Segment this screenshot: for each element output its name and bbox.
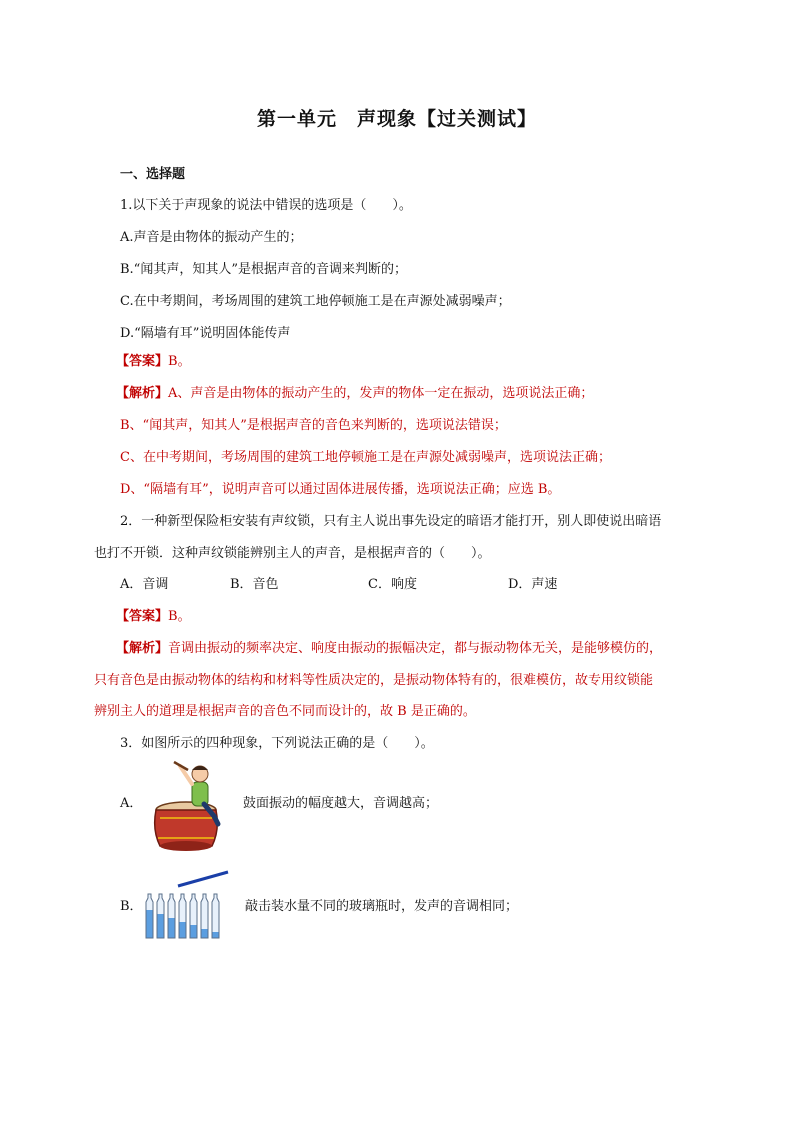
q2-stem-line1: 2．一种新型保险柜安装有声纹锁，只有主人说出事先设定的暗语才能打开，别人即使说出暗语 <box>120 514 662 529</box>
q1-analysis-line <box>116 385 593 403</box>
section-heading: 一、选择题 <box>120 167 186 182</box>
q3-option-a-text: 鼓面振动的幅度越大，音调越高； <box>243 796 439 811</box>
analysis-label: 【解析】 <box>116 641 169 656</box>
q2-option-c: C．响度 <box>368 577 417 592</box>
q1-option-d: D.“隔墙有耳”说明固体能传声 <box>120 326 291 341</box>
q2-analysis-line: 只有音色是由振动物体的结构和材料等性质决定的，是振动物体特有的，很难模仿，故专用纹锁能 <box>94 673 654 688</box>
q1-option-a: A.声音是由物体的振动产生的； <box>120 230 303 245</box>
answer-value: B。 <box>168 609 191 624</box>
q2-option-d: D．声速 <box>508 577 558 592</box>
q2-option-b: B．音色 <box>230 577 279 592</box>
q1-stem: 1.以下关于声现象的说法中错误的选项是（ ）。 <box>120 198 412 213</box>
q1-option-b: B.“闻其声，知其人”是根据声音的音调来判断的； <box>120 262 407 277</box>
q2-answer <box>116 608 191 626</box>
q3-stem: 3．如图所示的四种现象，下列说法正确的是（ ）。 <box>120 736 434 751</box>
q1-analysis-line: D、“隔墙有耳”，说明声音可以通过固体进展传播，选项说法正确；应选 B。 <box>120 482 561 497</box>
analysis-label: 【解析】 <box>116 386 169 401</box>
q3-option-a-label: A． <box>120 796 143 811</box>
q3-option-b-label: B． <box>120 899 143 914</box>
q3-option-b-text: 敲击装水量不同的玻璃瓶时，发声的音调相同； <box>245 899 519 914</box>
q2-option-a: A．音调 <box>120 577 169 592</box>
page-title: 第一单元 声现象【过关测试】 <box>256 108 537 130</box>
q1-analysis-line: B、“闻其声，知其人”是根据声音的音色来判断的，选项说法错误； <box>120 418 507 433</box>
drum-player-image <box>152 758 224 854</box>
q2-analysis-line: 辨别主人的道理是根据声音的音色不同而设计的，故 B 是正确的。 <box>94 704 476 719</box>
answer-label: 【答案】 <box>116 354 169 369</box>
analysis-text: A、声音是由物体的振动产生的，发声的物体一定在振动，选项说法正确； <box>168 386 594 401</box>
answer-value: B。 <box>168 354 191 369</box>
q1-analysis-line: C、在中考期间，考场周围的建筑工地停顿施工是在声源处减弱噪声，选项说法正确； <box>120 450 611 465</box>
q1-answer <box>116 353 191 371</box>
answer-label: 【答案】 <box>116 609 169 624</box>
glass-bottles-image <box>142 868 230 942</box>
q2-stem-line2: 也打不开锁．这种声纹锁能辨别主人的声音，是根据声音的（ ）。 <box>94 546 491 561</box>
q2-analysis-line <box>116 640 662 658</box>
q1-option-c: C.在中考期间，考场周围的建筑工地停顿施工是在声源处减弱噪声； <box>120 294 511 309</box>
analysis-text: 音调由振动的频率决定、响度由振动的振幅决定，都与振动物体无关，是能够模仿的， <box>168 641 663 656</box>
